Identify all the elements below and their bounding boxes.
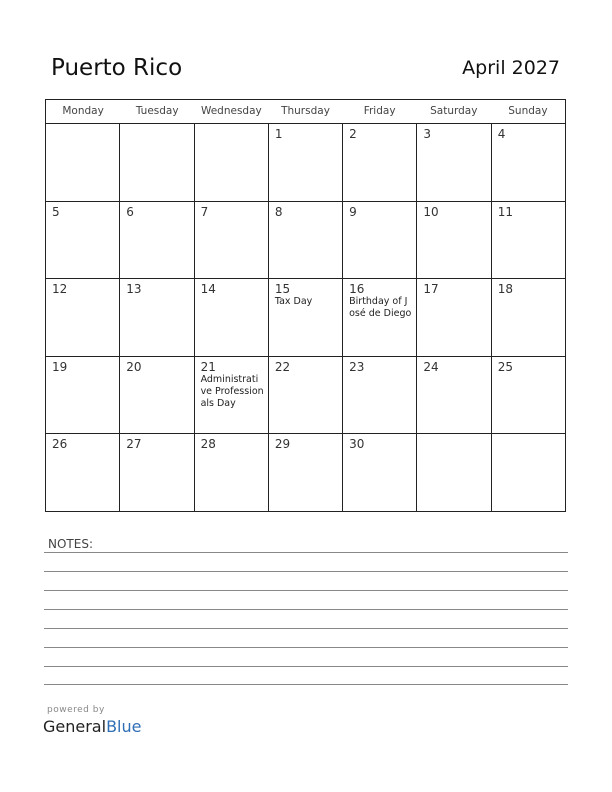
notes-line bbox=[44, 590, 568, 591]
notes-line bbox=[44, 666, 568, 667]
weekday-header-row bbox=[46, 100, 565, 124]
day-cell-5 bbox=[46, 202, 120, 279]
day-cell-7 bbox=[195, 202, 269, 279]
day-number: 26 bbox=[52, 437, 68, 452]
day-number: 14 bbox=[200, 282, 216, 297]
day-number: 13 bbox=[126, 282, 142, 297]
day-number: 25 bbox=[497, 359, 513, 374]
notes-line bbox=[44, 684, 568, 685]
day-number: 15 bbox=[274, 282, 291, 297]
calendar-weeks bbox=[46, 124, 565, 511]
week-row bbox=[46, 434, 565, 511]
week-row bbox=[46, 202, 565, 280]
day-number: 3 bbox=[423, 127, 432, 141]
day-number: 27 bbox=[126, 437, 142, 452]
weekday-wednesday: Wednesday bbox=[200, 105, 262, 117]
day-cell-17 bbox=[417, 279, 491, 356]
day-cell-25 bbox=[492, 357, 565, 434]
day-number: 30 bbox=[349, 437, 365, 452]
empty-day-cell bbox=[120, 124, 194, 201]
weekday-monday: Monday bbox=[62, 105, 104, 117]
notes-line bbox=[44, 647, 568, 648]
day-cell-11 bbox=[492, 202, 565, 279]
day-number: 22 bbox=[274, 359, 291, 374]
day-number: 1 bbox=[274, 127, 283, 141]
day-number: 10 bbox=[423, 204, 439, 219]
day-cell-13 bbox=[120, 279, 194, 356]
day-number: 24 bbox=[423, 359, 439, 374]
day-cell-30 bbox=[343, 434, 417, 511]
week-row bbox=[46, 124, 565, 202]
country-title: Puerto Rico bbox=[51, 55, 183, 81]
brand-blue: Blue bbox=[106, 717, 142, 736]
day-number: 20 bbox=[126, 359, 142, 374]
day-number: 21 bbox=[200, 359, 216, 374]
day-cell-6 bbox=[120, 202, 194, 279]
holiday-label: Birthday of José de Diego bbox=[349, 296, 412, 320]
day-number: 12 bbox=[52, 282, 68, 297]
day-cell-3 bbox=[417, 124, 491, 201]
day-number: 2 bbox=[349, 127, 357, 141]
day-cell-2 bbox=[343, 124, 417, 201]
day-number: 8 bbox=[274, 204, 283, 219]
day-number: 9 bbox=[349, 204, 357, 219]
day-cell-28 bbox=[195, 434, 269, 511]
day-number: 29 bbox=[274, 437, 291, 452]
day-number: 18 bbox=[497, 282, 513, 297]
empty-day-cell bbox=[195, 124, 269, 201]
day-cell-4 bbox=[492, 124, 565, 201]
day-number: 16 bbox=[349, 282, 365, 297]
day-cell-9 bbox=[343, 202, 417, 279]
notes-line bbox=[44, 628, 568, 629]
day-number: 5 bbox=[52, 204, 60, 219]
empty-day-cell bbox=[492, 434, 565, 511]
day-cell-27 bbox=[120, 434, 194, 511]
day-cell-16 bbox=[343, 279, 417, 356]
day-cell-21 bbox=[195, 357, 269, 434]
day-number: 23 bbox=[349, 359, 365, 374]
day-cell-20 bbox=[120, 357, 194, 434]
day-number: 28 bbox=[200, 437, 216, 452]
day-number: 6 bbox=[126, 204, 134, 219]
day-cell-8 bbox=[269, 202, 343, 279]
weekday-thursday: Thursday bbox=[281, 105, 330, 117]
notes-label: NOTES: bbox=[48, 537, 93, 551]
day-cell-14 bbox=[195, 279, 269, 356]
notes-line bbox=[44, 571, 568, 572]
brand-general: General bbox=[43, 717, 107, 736]
day-cell-19 bbox=[46, 357, 120, 434]
generalblue-logo[interactable] bbox=[43, 717, 141, 736]
notes-line bbox=[44, 609, 568, 610]
calendar-grid bbox=[45, 99, 566, 512]
month-year-title: April 2027 bbox=[462, 57, 560, 79]
empty-day-cell bbox=[417, 434, 491, 511]
week-row bbox=[46, 279, 565, 357]
day-number: 11 bbox=[497, 204, 513, 219]
weekday-sunday: Sunday bbox=[508, 105, 548, 117]
week-row bbox=[46, 357, 565, 435]
day-cell-26 bbox=[46, 434, 120, 511]
weekday-saturday: Saturday bbox=[430, 105, 478, 117]
day-cell-1 bbox=[269, 124, 343, 201]
day-cell-18 bbox=[492, 279, 565, 356]
day-number: 19 bbox=[52, 359, 68, 374]
day-number: 7 bbox=[200, 204, 209, 219]
weekday-friday: Friday bbox=[363, 105, 396, 117]
day-cell-29 bbox=[269, 434, 343, 511]
weekday-tuesday: Tuesday bbox=[135, 105, 179, 117]
notes-line bbox=[44, 552, 568, 553]
day-cell-12 bbox=[46, 279, 120, 356]
powered-by-text: powered by bbox=[47, 705, 105, 715]
day-cell-10 bbox=[417, 202, 491, 279]
holiday-label: Administrative Professionals Day bbox=[200, 373, 264, 409]
day-cell-23 bbox=[343, 357, 417, 434]
day-cell-15 bbox=[269, 279, 343, 356]
holiday-label: Tax Day bbox=[274, 296, 313, 308]
day-number: 4 bbox=[497, 127, 506, 141]
day-number: 17 bbox=[423, 282, 439, 297]
day-cell-22 bbox=[269, 357, 343, 434]
empty-day-cell bbox=[46, 124, 120, 201]
day-cell-24 bbox=[417, 357, 491, 434]
